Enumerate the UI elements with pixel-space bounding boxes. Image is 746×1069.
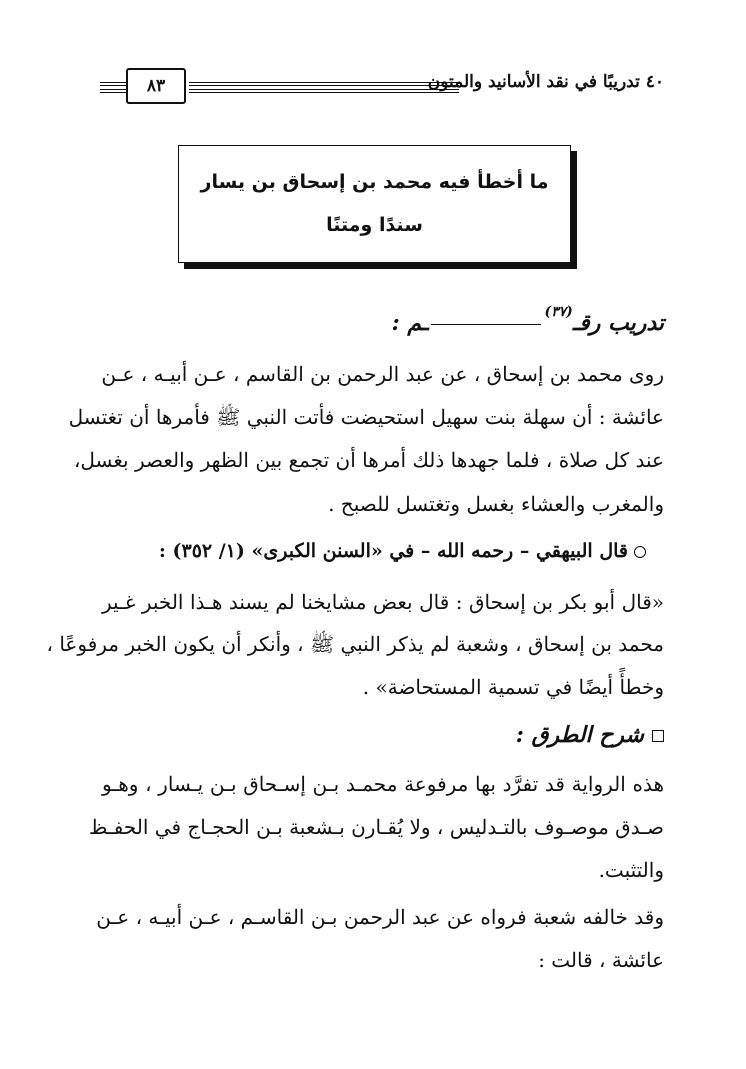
running-header: [100, 68, 664, 112]
narration-line-4: والمغرب والعشاء بغسل وتغتسل للصبح .: [328, 492, 664, 516]
explanation-heading-text: شرح الطرق :: [515, 722, 644, 748]
explanation-line-3: والتثبت.: [598, 858, 664, 882]
square-bullet-icon: [652, 730, 664, 742]
quote-line-3: وخطأً أيضًا في تسمية المستحاضة» .: [362, 675, 664, 699]
narration-line-3: عند كل صلاة ، فلما جهدها ذلك أمرها أن تجمع بين الظهر والعصر بغسل،: [73, 448, 664, 472]
continuation-line-1: وقد خالفه شعبة فرواه عن عبد الرحمن بـن القاسـم ، عـن أبيـه ، عـن: [96, 905, 664, 929]
header-rule-left: [100, 82, 126, 95]
explanation-heading: [516, 722, 664, 748]
quote-line-1: «قال أبو بكر بن إسحاق : قال بعض مشايخنا لم يسند هـذا الخبر غـير: [102, 590, 664, 614]
narration-line-2: عائشة : أن سهلة بنت سهيل استحيضت فأتت النبي ﷺ فأمرها أن تغتسل: [68, 405, 664, 429]
training-label-start: تدريب رقـ: [572, 310, 664, 336]
training-heading: [391, 304, 664, 336]
quote-line-2: محمد بن إسحاق ، وشعبة لم يذكر النبي ﷺ ، وأنكر أن يكون الخبر مرفوعًا ،: [46, 632, 664, 656]
page-number: ٨٣: [126, 68, 186, 104]
source-line: [159, 540, 646, 562]
chapter-title-line-1: ما أخطأ فيه محمد بن إسحاق بن يسار: [200, 171, 549, 193]
training-label-end: ـم :: [391, 310, 429, 336]
explanation-line-2: صـدق موصـوف بالتـدليس ، ولا يُقـارن بـشعبة بـن الحجـاج في الحفـظ: [88, 815, 664, 839]
source-line-text: قال البيهقي – رحمه الله – في «السنن الكبرى» (١/ ٣٥٢) :: [158, 540, 628, 562]
kashida-line: [431, 324, 541, 325]
circle-bullet-icon: [634, 546, 646, 558]
header-rule-right: [189, 82, 459, 95]
chapter-title-box: [178, 145, 571, 263]
explanation-line-1: هذه الرواية قد تفرَّد بها مرفوعة محمـد بـن إسـحاق بـن يـسار ، وهـو: [102, 772, 664, 796]
continuation-line-2: عائشة ، قالت :: [538, 948, 664, 972]
training-number: (٣٧): [544, 304, 573, 320]
narration-line-1: روى محمد بن إسحاق ، عن عبد الرحمن بن القاسم ، عـن أبيـه ، عـن: [101, 362, 664, 386]
chapter-title-line-2: سندًا ومتنًا: [326, 214, 423, 236]
book-title: ٤٠ تدريبًا في نقد الأسانيد والمتون: [427, 72, 664, 92]
